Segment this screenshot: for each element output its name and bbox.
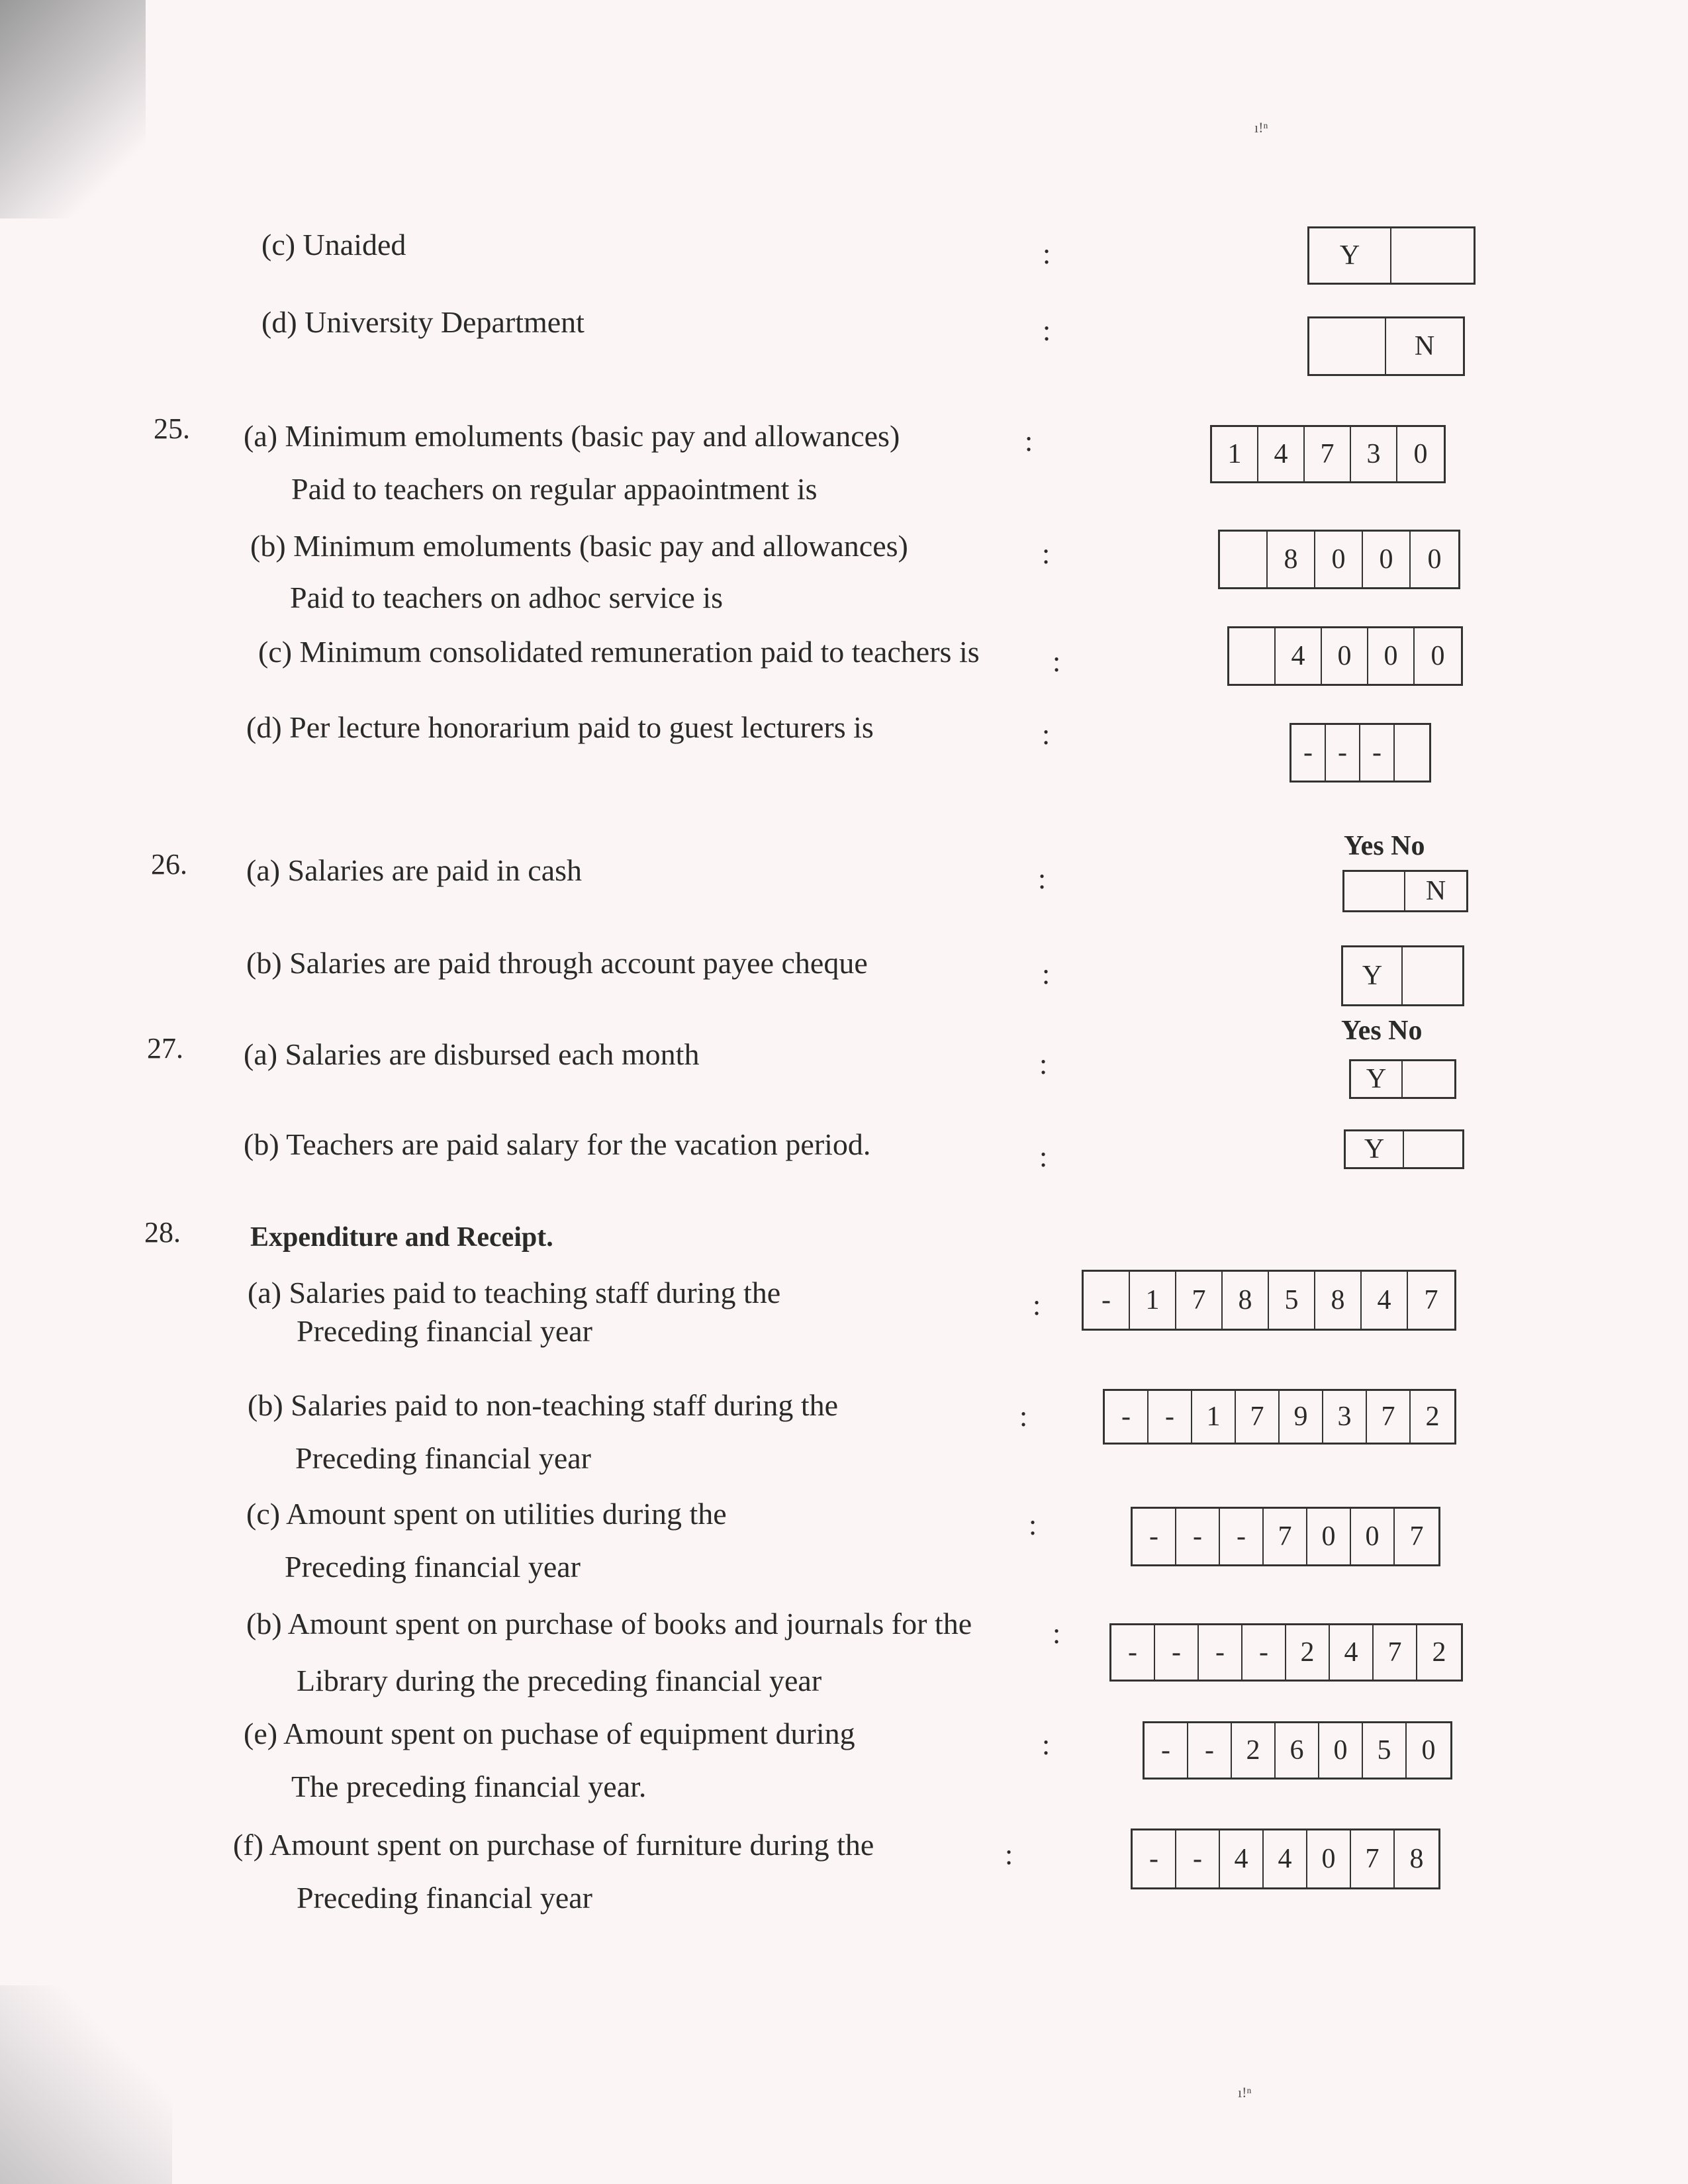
q27-b-line1: (b) Teachers are paid salary for the vacation period. (244, 1127, 871, 1161)
entry-box-cell: 0 (1430, 641, 1445, 671)
entry-box-cell: Y (1351, 1061, 1403, 1097)
q26-b-boxes (1341, 945, 1464, 1006)
entry-box-cell: 4 (1276, 628, 1322, 684)
colon: : (1033, 1289, 1041, 1321)
colon: : (1042, 538, 1051, 570)
entry-box-cell: 0 (1421, 1735, 1436, 1766)
entry-box-cell: 7 (1236, 1391, 1280, 1443)
entry-box-cell: 0 (1322, 628, 1368, 684)
q25-a-boxes (1210, 425, 1446, 483)
page-mark-top: ı!ⁿ (1254, 119, 1268, 136)
entry-box-cell: - (1360, 725, 1395, 781)
q25-d-boxes (1289, 723, 1431, 783)
q28-c-boxes (1131, 1507, 1440, 1566)
entry-box-cell: 7 (1409, 1521, 1424, 1552)
q24-c-boxes (1307, 226, 1476, 285)
q28-e-boxes (1143, 1721, 1452, 1780)
entry-box-cell: 2 (1232, 1723, 1276, 1778)
colon: : (1025, 425, 1033, 457)
q28-a-boxes (1082, 1270, 1456, 1331)
entry-box-cell: 7 (1424, 1285, 1438, 1315)
entry-box-cell: 0 (1368, 628, 1415, 684)
q28-d-boxes (1109, 1623, 1463, 1682)
entry-box-cell: 1 (1130, 1272, 1176, 1329)
entry-box-cell: 6 (1276, 1723, 1319, 1778)
entry-box-cell: 0 (1413, 439, 1428, 469)
entry-box-cell: - (1188, 1723, 1232, 1778)
q25-number: 25. (154, 412, 190, 445)
entry-box-cell: - (1291, 725, 1326, 781)
colon: : (1043, 238, 1051, 270)
q24-d-boxes (1307, 316, 1465, 376)
entry-box-cell: 4 (1264, 1830, 1307, 1887)
entry-box-cell: 0 (1351, 1509, 1395, 1564)
entry-box-cell: 7 (1176, 1272, 1223, 1329)
colon: : (1038, 863, 1047, 895)
q25-c-line1: (c) Minimum consolidated remuneration paid to teachers is (258, 635, 980, 669)
entry-box-cell: - (1155, 1625, 1199, 1680)
entry-box-cell: - (1176, 1509, 1220, 1564)
entry-box-cell: 7 (1351, 1830, 1395, 1887)
q26-a-line1: (a) Salaries are paid in cash (246, 853, 583, 887)
q28-c-line2: Preceding financial year (285, 1550, 581, 1584)
q24-d-label: (d) University Department (261, 305, 585, 339)
scan-corner-shadow (0, 0, 146, 218)
entry-box-cell: 8 (1409, 1844, 1424, 1874)
q25-d-line1: (d) Per lecture honorarium paid to guest lecturers is (246, 710, 874, 744)
q28-c-line1: (c) Amount spent on utilities during the (246, 1497, 727, 1531)
entry-box-cell (1403, 1061, 1454, 1097)
entry-box-cell: - (1111, 1625, 1155, 1680)
entry-box-cell: 2 (1286, 1625, 1330, 1680)
entry-box-cell: 4 (1258, 427, 1305, 481)
q26-b-line1: (b) Salaries are paid through account payee cheque (246, 946, 868, 980)
entry-box-cell: Y (1346, 1131, 1404, 1167)
q27-number: 27. (147, 1032, 183, 1065)
entry-box-cell: 0 (1307, 1509, 1351, 1564)
q25-a-line1: (a) Minimum emoluments (basic pay and allowances) (244, 419, 900, 453)
entry-box-cell: 7 (1374, 1625, 1417, 1680)
q28-a-line2: Preceding financial year (297, 1314, 592, 1348)
entry-box-cell: 0 (1427, 544, 1442, 575)
q27-a-line1: (a) Salaries are disbursed each month (244, 1037, 700, 1071)
entry-box-cell (1395, 725, 1429, 781)
q26-number: 26. (151, 848, 187, 880)
entry-box-cell: - (1105, 1391, 1149, 1443)
q25-c-boxes (1227, 626, 1463, 686)
page-mark-bottom: ı!ⁿ (1238, 2084, 1252, 2101)
q28-b-boxes (1103, 1389, 1456, 1445)
entry-box-cell: - (1133, 1509, 1176, 1564)
colon: : (1053, 1617, 1061, 1650)
q25-b-line2: Paid to teachers on adhoc service is (290, 581, 723, 614)
entry-box-cell: 9 (1280, 1391, 1323, 1443)
q28-f-line2: Preceding financial year (297, 1881, 592, 1915)
entry-box-cell: Y (1309, 228, 1391, 283)
entry-box-cell: 0 (1315, 532, 1363, 587)
colon: : (1053, 645, 1061, 678)
q25-b-line1: (b) Minimum emoluments (basic pay and allowances) (250, 529, 908, 563)
q27-b-boxes (1344, 1129, 1464, 1169)
q28-b-line2: Preceding financial year (295, 1441, 591, 1475)
entry-box-cell (1403, 947, 1462, 1004)
q28-number: 28. (144, 1216, 181, 1249)
entry-box-cell: 2 (1432, 1637, 1446, 1668)
q28-f-line1: (f) Amount spent on purchase of furniture during the (233, 1828, 874, 1862)
entry-box-cell: 0 (1307, 1830, 1351, 1887)
entry-box-cell: 3 (1323, 1391, 1367, 1443)
entry-box-cell: 5 (1363, 1723, 1407, 1778)
entry-box-cell: - (1326, 725, 1360, 781)
entry-box-cell: 3 (1351, 427, 1397, 481)
entry-box-cell: 4 (1330, 1625, 1374, 1680)
entry-box-cell: - (1220, 1509, 1264, 1564)
entry-box-cell: 8 (1268, 532, 1315, 587)
entry-box-cell: 5 (1269, 1272, 1315, 1329)
entry-box-cell: 8 (1315, 1272, 1362, 1329)
entry-box-cell: - (1145, 1723, 1188, 1778)
colon: : (1042, 718, 1051, 751)
entry-box-cell: 2 (1425, 1401, 1440, 1432)
entry-box-cell: - (1243, 1625, 1286, 1680)
colon: : (1019, 1400, 1028, 1433)
q28-a-line1: (a) Salaries paid to teaching staff during the (248, 1276, 781, 1309)
colon: : (1039, 1048, 1048, 1080)
q24-c-label: (c) Unaided (261, 228, 406, 261)
entry-box-cell: - (1084, 1272, 1130, 1329)
colon: : (1039, 1141, 1048, 1173)
colon: : (1042, 958, 1051, 990)
colon: : (1005, 1838, 1013, 1871)
entry-box-cell: - (1176, 1830, 1220, 1887)
entry-box-cell: - (1133, 1830, 1176, 1887)
entry-box-cell: N (1414, 331, 1435, 361)
entry-box-cell: 4 (1362, 1272, 1408, 1329)
entry-box-cell (1229, 628, 1276, 684)
entry-box-cell (1309, 318, 1386, 374)
entry-box-cell: 4 (1220, 1830, 1264, 1887)
entry-box-cell (1344, 872, 1405, 910)
scan-edge-shadow (0, 1985, 172, 2184)
q28-b-line1: (b) Salaries paid to non-teaching staff during the (248, 1388, 839, 1422)
colon: : (1029, 1509, 1037, 1541)
entry-box-cell: 1 (1192, 1391, 1236, 1443)
entry-box-cell: 0 (1319, 1723, 1363, 1778)
q28-f-boxes (1131, 1828, 1440, 1889)
entry-box-cell: N (1425, 876, 1446, 906)
entry-box-cell (1391, 228, 1474, 283)
yes-no-header: Yes No (1341, 1016, 1423, 1046)
q25-a-line2: Paid to teachers on regular appaointment is (291, 472, 818, 506)
q28-e-line2: The preceding financial year. (291, 1770, 647, 1803)
entry-box-cell (1220, 532, 1268, 587)
q26-a-boxes (1342, 870, 1468, 912)
q28-d-line1: (b) Amount spent on purchase of books and journals for the (246, 1607, 972, 1640)
entry-box-cell: 7 (1264, 1509, 1307, 1564)
q25-b-boxes (1218, 530, 1460, 589)
yes-no-header: Yes No (1344, 831, 1425, 861)
entry-box-cell: 7 (1367, 1391, 1411, 1443)
entry-box-cell (1404, 1131, 1462, 1167)
q28-e-line1: (e) Amount spent on puchase of equipment during (244, 1717, 855, 1750)
entry-box-cell: - (1149, 1391, 1192, 1443)
q28-heading: Expenditure and Receipt. (250, 1222, 553, 1253)
entry-box-cell: Y (1343, 947, 1403, 1004)
entry-box-cell: 7 (1305, 427, 1351, 481)
entry-box-cell: 8 (1223, 1272, 1269, 1329)
entry-box-cell: - (1199, 1625, 1243, 1680)
colon: : (1042, 1729, 1051, 1761)
entry-box-cell: 1 (1212, 427, 1258, 481)
colon: : (1043, 314, 1051, 347)
entry-box-cell: 0 (1363, 532, 1411, 587)
q28-d-line2: Library during the preceding financial year (297, 1664, 822, 1697)
q27-a-boxes (1349, 1059, 1456, 1099)
